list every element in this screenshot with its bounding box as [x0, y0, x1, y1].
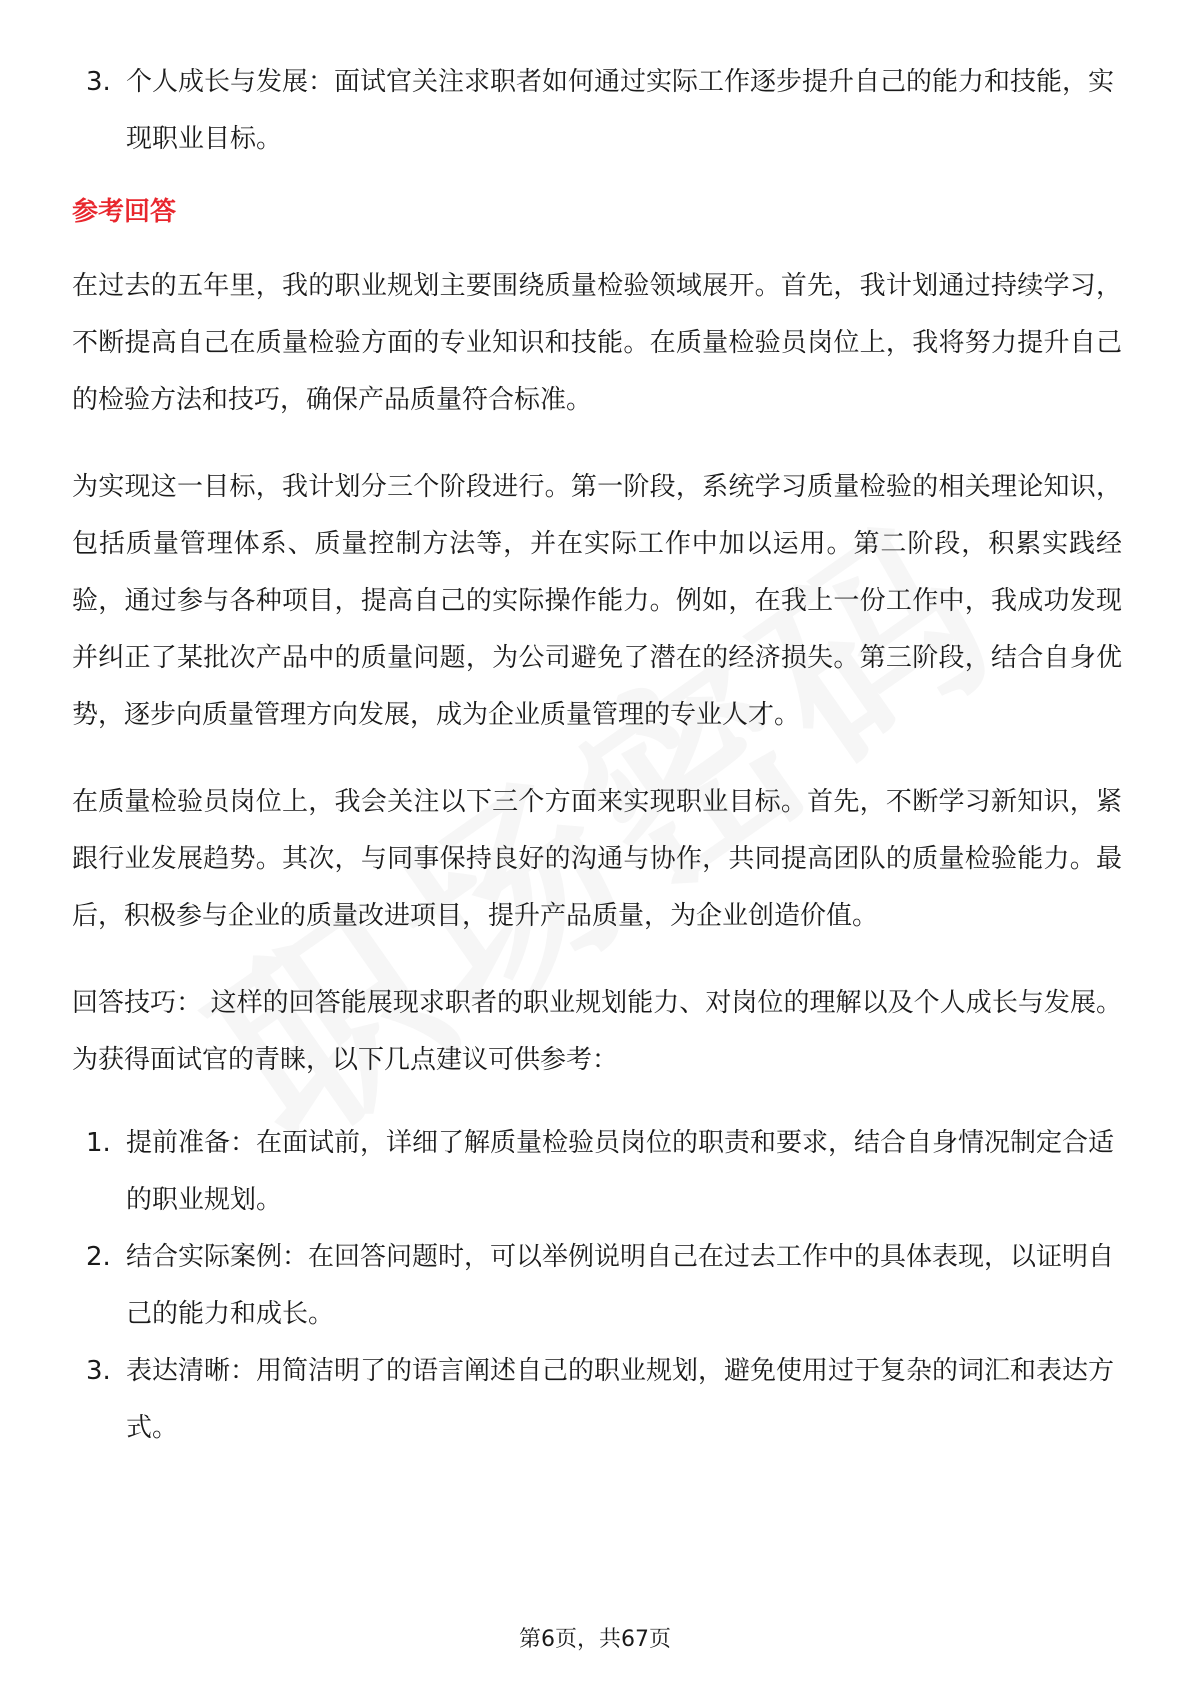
answer-paragraph: 为实现这一目标，我计划分三个阶段进行。第一阶段，系统学习质量检验的相关理论知识，包括质量管理体系、质量控制方法等，并在实际工作中加以运用。第二阶段，积累实践经验，通过参与各种项目，提高自己的实际操作能力。例如，在我上一份工作中，我成功发现并纠正了某批次产品中的质量问题，为公司避免了潜在的经济损失。第三阶段，结合自身优势，逐步向质量管理方向发展，成为企业质量管理的专业人才。 [72, 472, 1122, 730]
answer-paragraph: 在质量检验员岗位上，我会关注以下三个方面来实现职业目标。首先，不断学习新知识，紧跟行业发展趋势。其次，与同事保持良好的沟通与协作，共同提高团队的质量检验能力。最后，积极参与企业的质量改进项目，提升产品质量，为企业创造价值。 [72, 787, 1122, 931]
answer-paragraph: 在过去的五年里，我的职业规划主要围绕质量检验领域展开。首先，我计划通过持续学习，不断提高自己在质量检验方面的专业知识和技能。在质量检验员岗位上，我将努力提升自己的检验方法和技巧，确保产品质量符合标准。 [72, 271, 1122, 415]
list-item-text: 结合实际案例：在回答问题时，可以举例说明自己在过去工作中的具体表现，以证明自己的能力和成长。 [126, 1242, 1115, 1329]
tips-list [72, 1115, 1122, 1457]
section-title: 参考回答 [72, 197, 177, 227]
list-item-text: 个人成长与发展：面试官关注求职者如何通过实际工作逐步提升自己的能力和技能，实现职业目标。 [126, 67, 1115, 154]
list-item [72, 1115, 1122, 1229]
top-list [72, 54, 1122, 168]
list-item-text: 提前准备：在面试前，详细了解质量检验员岗位的职责和要求，结合自身情况制定合适的职业规划。 [126, 1128, 1115, 1215]
list-item-text: 表达清晰：用简洁明了的语言阐述自己的职业规划，避免使用过于复杂的词汇和表达方式。 [126, 1356, 1115, 1443]
list-number: 2. [86, 1242, 111, 1272]
list-item [72, 1229, 1122, 1343]
list-number: 1. [86, 1128, 111, 1158]
list-item [72, 54, 1122, 168]
tips-intro-paragraph: 回答技巧： 这样的回答能展现求职者的职业规划能力、对岗位的理解以及个人成长与发展。为获得面试官的青睐，以下几点建议可供参考： [72, 988, 1122, 1075]
page-content [72, 54, 1122, 1457]
list-number: 3. [86, 67, 111, 97]
list-number: 3. [86, 1356, 111, 1386]
page-number-footer: 第6页，共67页 [519, 1627, 671, 1652]
list-item [72, 1343, 1122, 1457]
